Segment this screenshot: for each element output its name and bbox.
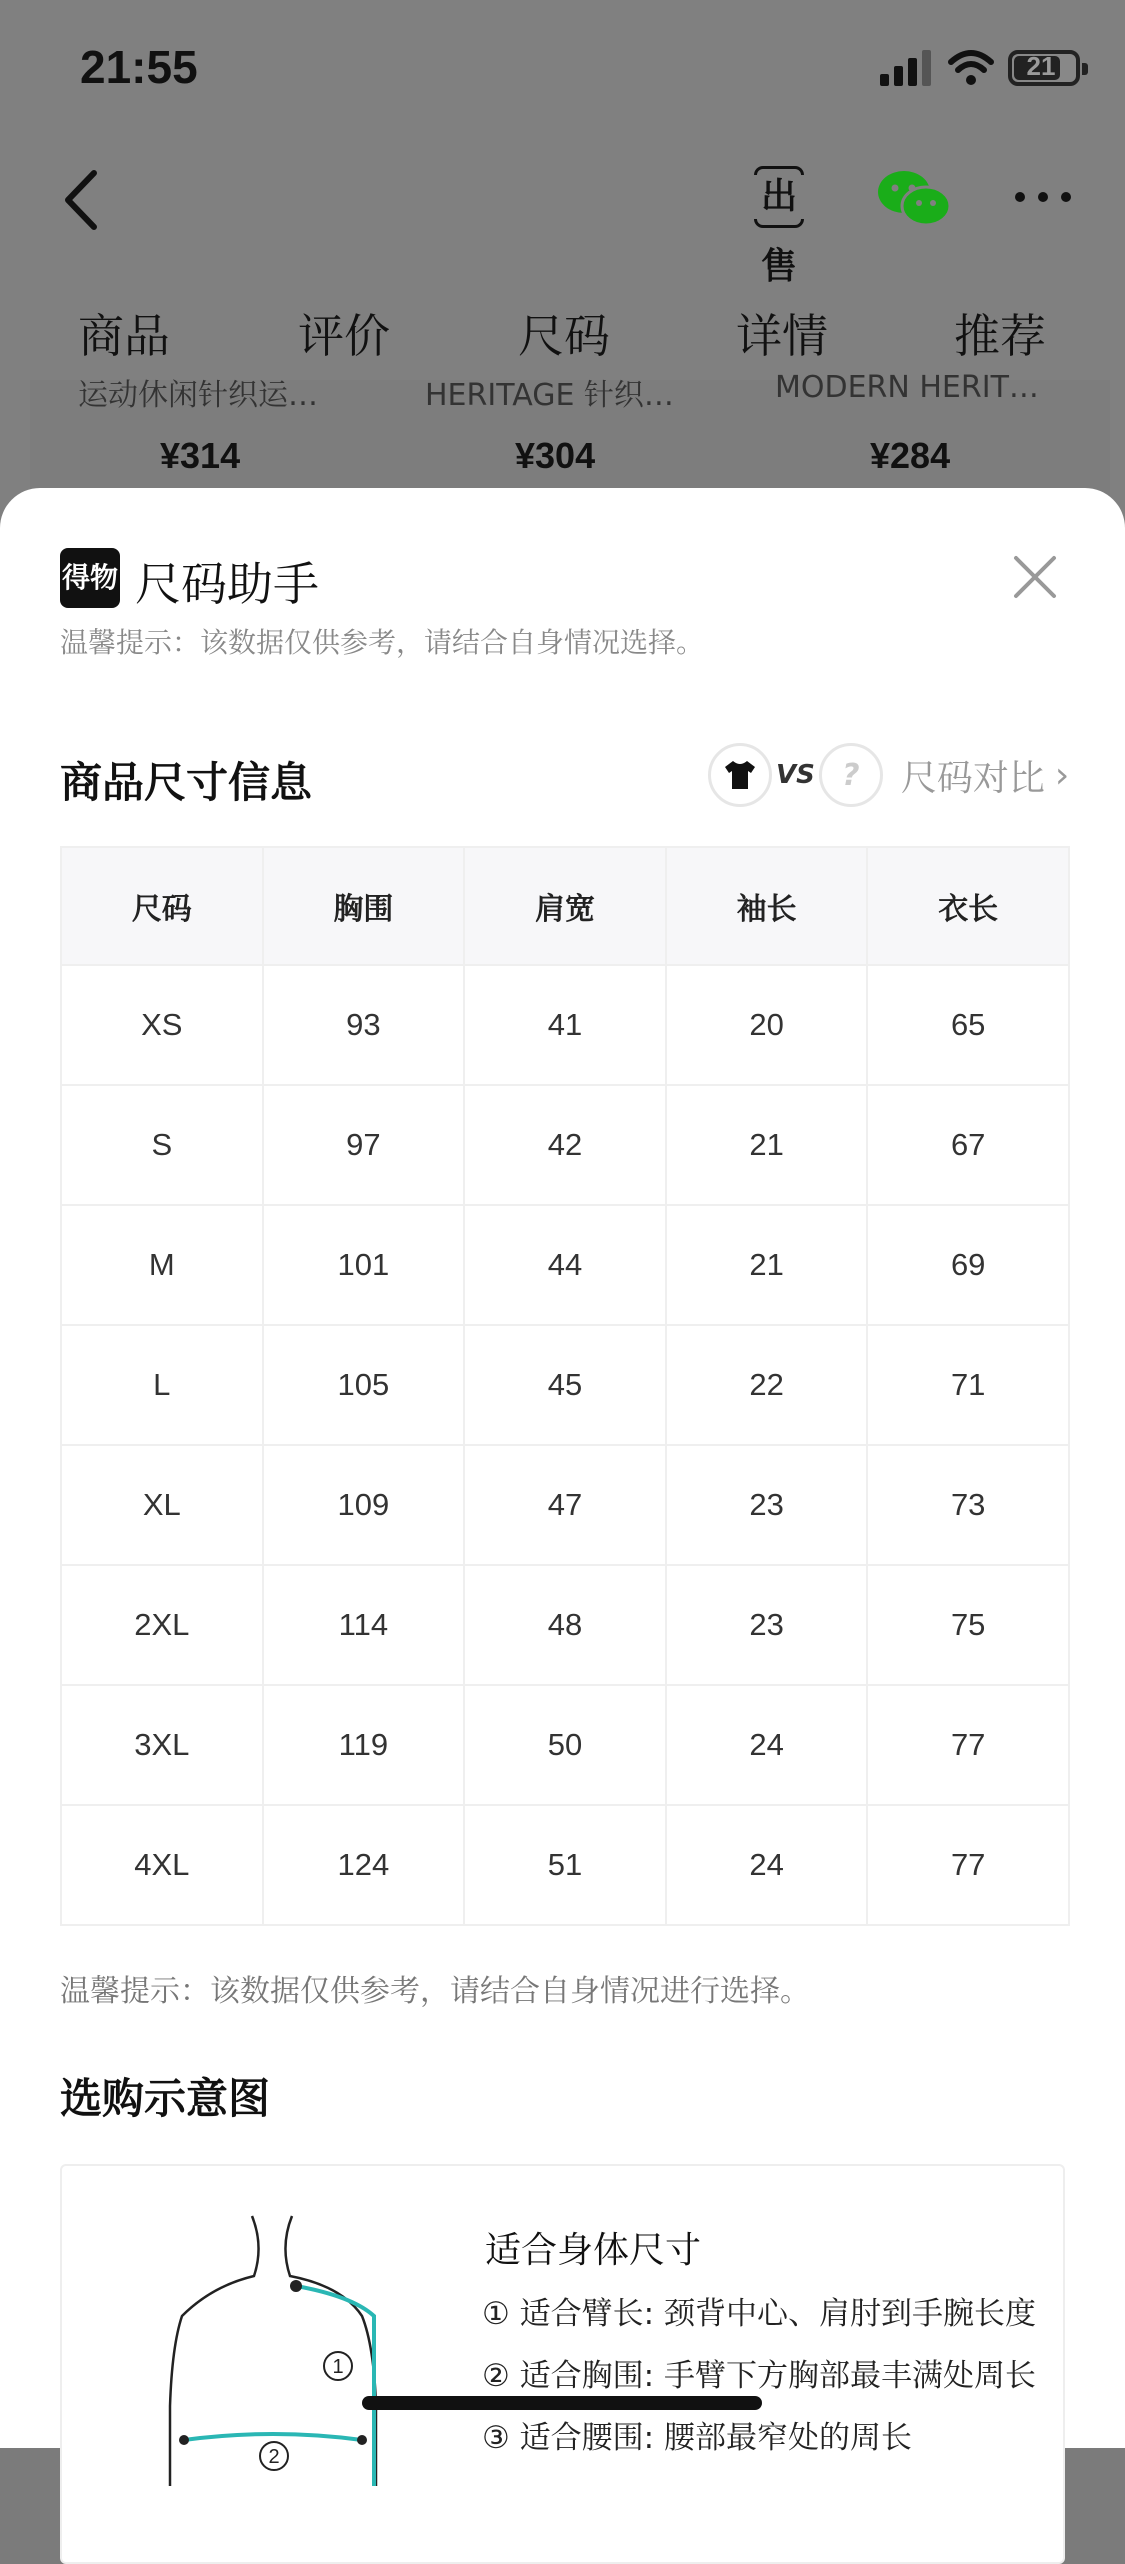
table-cell: 45 [464,1325,666,1445]
unknown-size-mark: ? [842,757,860,793]
product-peek-row [0,370,1125,500]
column-header: 尺码 [61,847,263,965]
table-cell: 67 [867,1085,1069,1205]
dewu-logo: 得物 [60,548,120,608]
table-cell: L [61,1325,263,1445]
table-row [61,1325,1069,1445]
disclaimer-tip: 温馨提示：该数据仅供参考，请结合自身情况进行选择。 [60,1974,810,2009]
tab-size[interactable]: 尺码 [518,309,610,363]
table-cell: 21 [666,1205,868,1325]
table-cell: 3XL [61,1685,263,1805]
fit-line-chest: ② 适合胸围: 手臂下方胸部最丰满处周长 [482,2358,1036,2394]
marker-1: 1 [332,2356,344,2378]
peek-product-price: ¥314 [160,435,241,476]
size-compare-label: 尺码对比 [900,757,1045,799]
size-assistant-sheet [0,488,1125,2468]
table-row [61,1205,1069,1325]
peek-product-title[interactable]: MODERN HERIT… [775,370,1039,405]
table-row [61,1565,1069,1685]
sheet-title: 尺码助手 [135,557,319,611]
unknown-size-icon [819,743,883,807]
fit-line-arm: ① 适合臂长: 颈背中心、肩肘到手腕长度 [482,2296,1036,2332]
peek-product-title[interactable]: HERITAGE 针织… [425,378,674,413]
column-header: 肩宽 [464,847,666,965]
more-icon[interactable] [1015,185,1071,209]
table-cell: 22 [666,1325,868,1445]
table-cell: 24 [666,1805,868,1925]
table-cell: 105 [263,1325,465,1445]
table-cell: 77 [867,1685,1069,1805]
chevron-right-icon: › [1054,754,1070,796]
table-cell: 47 [464,1445,666,1565]
table-cell: 69 [867,1205,1069,1325]
tab-details[interactable]: 详情 [736,309,828,363]
fit-diagram-card [60,2164,1065,2564]
tab-reviews[interactable]: 评价 [298,309,390,363]
table-cell: XL [61,1445,263,1565]
table-cell: 24 [666,1685,868,1805]
table-cell: 101 [263,1205,465,1325]
peek-product-price: ¥284 [870,435,951,476]
table-cell: 48 [464,1565,666,1685]
table-cell: 93 [263,965,465,1085]
vs-label: VS [776,760,815,790]
background-app [0,0,1125,560]
tab-product[interactable]: 商品 [78,309,170,363]
table-cell: 2XL [61,1565,263,1685]
size-table [60,846,1070,1926]
table-cell: 23 [666,1565,868,1685]
battery-level: 21 [1026,51,1056,81]
table-cell: 41 [464,965,666,1085]
sell-button[interactable]: 出售 [748,162,810,232]
table-cell: 23 [666,1445,868,1565]
close-icon[interactable] [1010,552,1060,602]
table-cell: 65 [867,965,1069,1085]
section-title-size-info: 商品尺寸信息 [60,758,313,807]
table-row [61,965,1069,1085]
fit-line-waist: ③ 适合腰围: 腰部最窄处的周长 [482,2420,912,2456]
marker-2: 2 [268,2446,280,2468]
peek-product-title[interactable]: 运动休闲针织运… [78,378,318,413]
battery-icon [1008,50,1080,86]
column-header: 袖长 [666,847,868,965]
table-cell: S [61,1085,263,1205]
table-cell: 44 [464,1205,666,1325]
table-header-row [61,847,1069,965]
table-row [61,1805,1069,1925]
tab-recommend[interactable]: 推荐 [954,309,1046,363]
table-cell: 75 [867,1565,1069,1685]
body-measurement-figure [142,2206,482,2486]
table-cell: M [61,1205,263,1325]
table-cell: 21 [666,1085,868,1205]
table-row [61,1445,1069,1565]
column-header: 胸围 [263,847,465,965]
peek-product-price: ¥304 [515,435,596,476]
sheet-header [0,488,1125,638]
table-cell: 119 [263,1685,465,1805]
size-compare-button[interactable] [708,740,1069,810]
table-cell: 20 [666,965,868,1085]
section-title-diagram: 选购示意图 [60,2074,271,2123]
fit-title: 适合身体尺寸 [485,2230,702,2271]
table-cell: 109 [263,1445,465,1565]
wifi-icon [948,48,994,88]
table-cell: 51 [464,1805,666,1925]
home-indicator[interactable] [362,2396,762,2410]
table-cell: XS [61,965,263,1085]
status-time: 21:55 [80,41,198,93]
table-row [61,1685,1069,1805]
status-bar [0,0,1125,140]
column-header: 衣长 [867,847,1069,965]
table-cell: 4XL [61,1805,263,1925]
table-cell: 50 [464,1685,666,1805]
table-cell: 77 [867,1805,1069,1925]
tshirt-icon [708,743,772,807]
back-arrow-icon[interactable] [58,165,108,235]
table-cell: 71 [867,1325,1069,1445]
top-nav [0,140,1125,287]
table-cell: 73 [867,1445,1069,1565]
table-cell: 114 [263,1565,465,1685]
table-cell: 124 [263,1805,465,1925]
table-cell: 97 [263,1085,465,1205]
table-row [61,1085,1069,1205]
wechat-icon[interactable] [876,168,952,230]
scrolled-hint-text: 温馨提示：该数据仅供参考，请结合自身情况选择。 [60,626,705,659]
table-cell: 42 [464,1085,666,1205]
signal-icon [880,50,931,86]
